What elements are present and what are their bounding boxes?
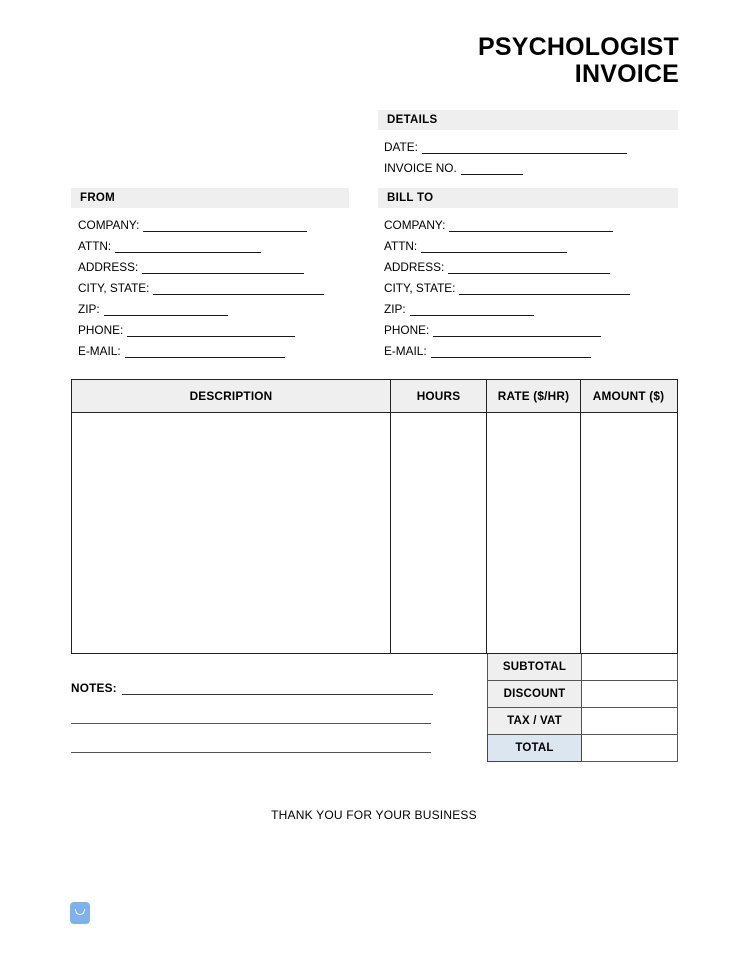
totals-label-discount: DISCOUNT <box>487 681 582 708</box>
line-items-hours-area[interactable] <box>390 413 486 654</box>
field-label-billto-city-state: CITY, STATE: <box>384 281 456 295</box>
field-row-billto-city-state[interactable] <box>384 274 630 295</box>
field-row-from-email[interactable] <box>78 337 324 358</box>
field-label-from-attn: ATTN: <box>78 239 112 253</box>
totals-value-tax-vat[interactable] <box>582 708 678 735</box>
from-section-header <box>71 188 349 208</box>
line-items-amount-area[interactable] <box>580 413 676 654</box>
field-label-from-company: COMPANY: <box>78 218 140 232</box>
field-row-invoice-no[interactable] <box>384 154 627 175</box>
field-row-from-phone[interactable] <box>78 316 324 337</box>
smiley-cup-logo-icon[interactable] <box>70 902 90 924</box>
line-items-header-row <box>72 380 677 413</box>
column-header-rate: RATE ($/HR) <box>486 380 580 412</box>
field-label-date: DATE: <box>384 140 418 154</box>
title-line-2: INVOICE <box>574 60 679 88</box>
title-line-1: PSYCHOLOGIST <box>477 33 679 61</box>
field-label-from-phone: PHONE: <box>78 323 124 337</box>
footer-thank-you <box>0 808 750 822</box>
from-heading-label: FROM <box>80 192 116 204</box>
field-input-billto-address[interactable] <box>448 261 610 274</box>
totals-label-subtotal: SUBTOTAL <box>487 654 582 681</box>
bill-to-fields <box>384 211 630 358</box>
field-label-from-email: E-MAIL: <box>78 344 121 358</box>
details-section-header <box>378 110 678 130</box>
field-row-from-city-state[interactable] <box>78 274 324 295</box>
field-input-date[interactable] <box>422 141 627 154</box>
field-row-billto-email[interactable] <box>384 337 630 358</box>
totals-value-subtotal[interactable] <box>582 654 678 681</box>
field-row-billto-attn[interactable] <box>384 232 630 253</box>
bill-to-section-header <box>378 188 678 208</box>
line-items-description-area[interactable] <box>72 413 390 654</box>
field-label-billto-attn: ATTN: <box>384 239 418 253</box>
totals-value-total[interactable] <box>582 735 678 762</box>
field-label-invoice-no: INVOICE NO. <box>384 161 457 175</box>
field-label-from-city-state: CITY, STATE: <box>78 281 150 295</box>
field-input-billto-city-state[interactable] <box>459 282 630 295</box>
field-label-from-address: ADDRESS: <box>78 260 139 274</box>
column-header-amount: AMOUNT ($) <box>580 380 676 412</box>
notes-input-line-2[interactable] <box>71 695 431 724</box>
field-row-from-address[interactable] <box>78 253 324 274</box>
field-input-billto-company[interactable] <box>449 219 613 232</box>
field-input-from-city-state[interactable] <box>153 282 324 295</box>
field-input-from-attn[interactable] <box>115 240 261 253</box>
field-row-date[interactable] <box>384 133 627 154</box>
field-input-billto-zip[interactable] <box>410 303 534 316</box>
notes-label: NOTES: <box>71 681 117 695</box>
totals-label-tax-vat: TAX / VAT <box>487 708 582 735</box>
totals-row-tax-vat <box>487 708 678 735</box>
field-row-from-zip[interactable] <box>78 295 324 316</box>
details-fields <box>384 133 627 175</box>
notes-block <box>71 681 433 753</box>
field-row-from-company[interactable] <box>78 211 324 232</box>
column-header-description: DESCRIPTION <box>189 389 273 403</box>
field-row-billto-address[interactable] <box>384 253 630 274</box>
bill-to-heading-label: BILL TO <box>387 192 434 204</box>
field-row-billto-company[interactable] <box>384 211 630 232</box>
field-input-billto-attn[interactable] <box>421 240 567 253</box>
totals-row-total <box>487 735 678 762</box>
page-title <box>478 34 679 88</box>
notes-first-line[interactable] <box>71 681 433 695</box>
field-label-billto-zip: ZIP: <box>384 302 406 316</box>
field-label-billto-address: ADDRESS: <box>384 260 445 274</box>
notes-input-line-3[interactable] <box>71 724 431 753</box>
field-row-billto-zip[interactable] <box>384 295 630 316</box>
notes-input-line-1[interactable] <box>122 682 433 695</box>
field-input-billto-phone[interactable] <box>433 324 601 337</box>
totals-label-total: TOTAL <box>487 735 582 762</box>
column-header-hours: HOURS <box>390 380 486 412</box>
from-fields <box>78 211 324 358</box>
totals-row-subtotal <box>487 654 678 681</box>
field-input-from-email[interactable] <box>125 345 285 358</box>
logo-smile-shape <box>75 909 85 915</box>
field-input-from-company[interactable] <box>143 219 307 232</box>
field-input-from-zip[interactable] <box>104 303 228 316</box>
field-label-billto-email: E-MAIL: <box>384 344 427 358</box>
line-items-rate-area[interactable] <box>486 413 580 654</box>
field-input-invoice-no[interactable] <box>461 162 523 175</box>
field-input-billto-email[interactable] <box>431 345 591 358</box>
field-label-billto-phone: PHONE: <box>384 323 430 337</box>
field-label-from-zip: ZIP: <box>78 302 100 316</box>
totals-value-discount[interactable] <box>582 681 678 708</box>
details-heading-label: DETAILS <box>387 114 438 126</box>
field-label-billto-company: COMPANY: <box>384 218 446 232</box>
field-input-from-address[interactable] <box>142 261 304 274</box>
field-row-from-attn[interactable] <box>78 232 324 253</box>
field-row-billto-phone[interactable] <box>384 316 630 337</box>
totals-row-discount <box>487 681 678 708</box>
totals-block <box>487 654 678 762</box>
field-input-from-phone[interactable] <box>127 324 295 337</box>
line-items-table <box>71 379 678 654</box>
line-items-body <box>72 413 677 654</box>
footer-thank-you-text: THANK YOU FOR YOUR BUSINESS <box>271 808 477 822</box>
